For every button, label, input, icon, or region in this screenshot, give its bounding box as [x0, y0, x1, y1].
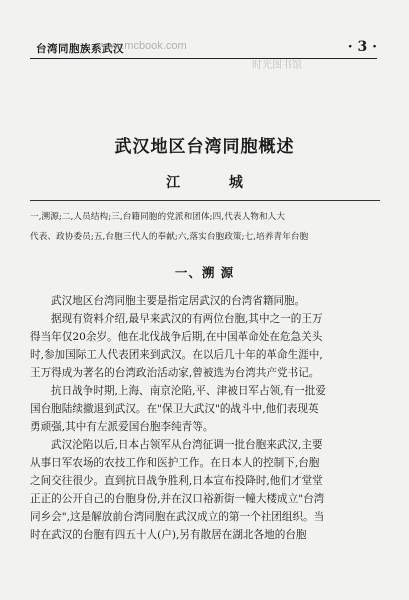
body-line: 据现有资料介绍,最早来武汉的有两位台胞,其中之一的王万 [51, 313, 323, 325]
body-line: 国台胞陆续撤退到武汉。在"保卫大武汉"的战斗中,他们表现英 [30, 403, 319, 415]
running-head: 台湾同胞族系武汉 [36, 43, 124, 55]
body-line: 勇顽强,其中有左派爱国台胞李纯青等。 [30, 421, 214, 433]
toc-line-1: 一,溯源;二,人员结构;三,台籍同胞的党派和团体;四,代表人物和人大 [30, 212, 286, 222]
page-header [30, 38, 377, 59]
body-line: 得当年仅20余岁。他在北伐战争后期,在中国革命处在危急关头 [30, 331, 323, 343]
body-line: 时,参加国际工人代表团来到武汉。在以后几十年的革命生涯中, [30, 349, 323, 361]
body-line: 正正的公开自己的台胞身份,并在汉口裕新街一幢大楼成立"台湾 [30, 493, 325, 505]
toc-line-2: 代表、政协委员;五,台胞三代人的奉献;六,落实台胞政策;七,培养青年台胞 [30, 232, 309, 242]
watermark-site: www.mcbook.com [98, 40, 187, 52]
body-line: 同乡会",这是解放前台湾同胞在武汉成立的第一个社团组织。当 [30, 511, 325, 523]
body-line: 时在武汉的台胞有四五十人(户),另有散居在湖北各地的台胞 [30, 529, 307, 541]
section-heading: 一、溯 源 [174, 265, 235, 280]
body-line: 抗日战争时期,上海、南京沦陷,平、津被日军占领,有一批爱 [51, 385, 326, 397]
article-author: 江 城 [166, 175, 265, 191]
watermark-site-cn: 时光图书馆 [252, 60, 302, 71]
body-line: 武汉沦陷以后,日本占领军从台湾征调一批台胞来武汉,主要 [51, 439, 323, 451]
body-line: 王万得成为著名的台湾政治活动家,曾被选为台湾共产党书记。 [30, 367, 320, 379]
body-text [30, 292, 380, 544]
body-line: 从事日军农场的农技工作和医护工作。在日本人的控制下,台胞 [30, 457, 320, 469]
article-title: 武汉地区台湾同胞概述 [114, 137, 295, 157]
page-number: · 3 · [347, 39, 377, 55]
body-line: 武汉地区台湾同胞主要是指定居武汉的台湾省籍同胞。 [51, 295, 306, 307]
body-line: 之间交往很少。直到抗日战争胜利,日本宣布投降时,他们才堂堂 [30, 475, 323, 487]
table-of-contents [30, 200, 380, 247]
